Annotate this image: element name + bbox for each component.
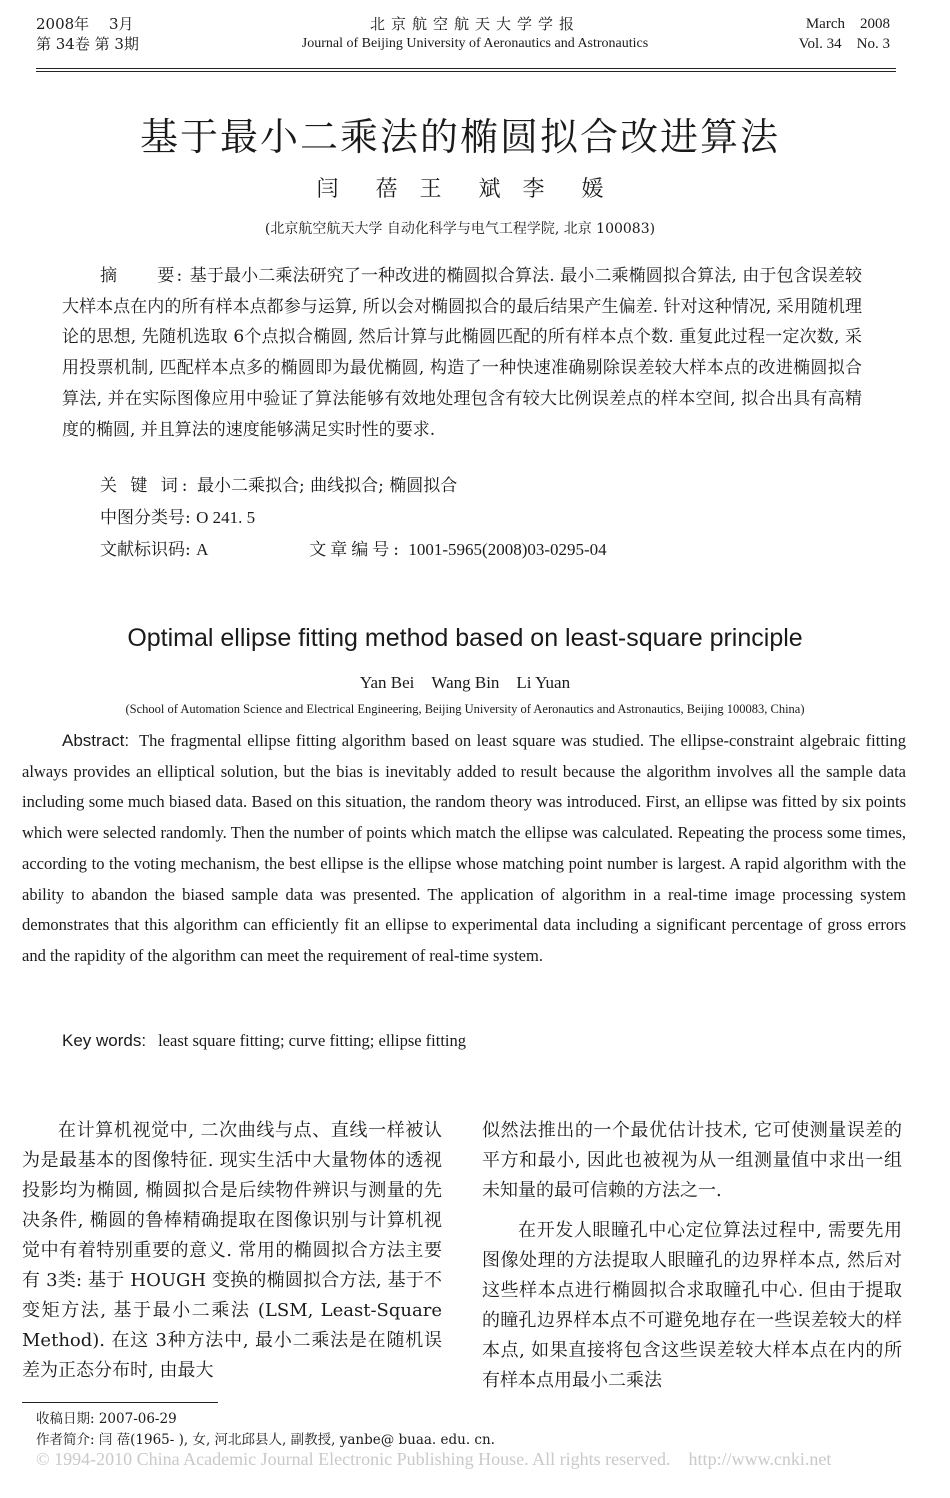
abstract-en-text: The fragmental ellipse fitting algorithm based on least square was studied. The ellipse-constraint algebraic fitting always provides an elliptical solution, but the bias is inevitably added to result because the algorithm involves all the sample data including some much biased data. Based on this situation, the random theory was introduced. First, an ellipse was fitted by six points which were selected randomly. Then the number of points which match the ellipse was calculated. Repeating the process some times, according to the voting mechanism, the best ellipse is the ellipse whose matching point number is largest. A rapid algorithm with the ability to abandon the biased sample data was presented. The application of algorithm in a real-time image processing system demonstrates that this algorithm can efficiently fit an ellipse to experimental data including a significant percentage of gross errors and the rapidity of the algorithm can meet the requirement of real-time system. [22, 731, 906, 965]
affiliation-cn: (北京航空航天大学 自动化科学与电气工程学院, 北京 100083) [264, 221, 656, 237]
authors-en: Yan Bei Wang Bin Li Yuan [359, 673, 571, 692]
keywords-en-label: Key words: [62, 1031, 147, 1050]
clc-value: O 241. 5 [196, 508, 256, 527]
article-number-label: 文章编号: [309, 540, 403, 560]
paper-title-cn: 基于最小二乘法的椭圆拟合改进算法 [139, 115, 780, 159]
keywords-en [62, 1026, 466, 1056]
document-code [100, 536, 607, 564]
keywords-cn [100, 472, 457, 500]
paper-title-en: Optimal ellipse fitting method based on least-square principle [127, 624, 803, 652]
header-rule [36, 68, 896, 69]
clc-label: 中图分类号: [100, 508, 191, 528]
footnote-author-bio: 作者简介: 闫 蓓(1965- ), 女, 河北邱县人, 副教授, yanbe@ buaa. edu. cn. [36, 1432, 495, 1448]
body-column-right [482, 1116, 902, 1396]
issue-date-en: March 2008 [805, 16, 890, 32]
footnote-rule [22, 1402, 218, 1403]
authors-cn: 闫 蓓 王 斌 李 媛 [316, 177, 604, 202]
abstract-en [22, 726, 906, 972]
abstract-cn-label: 摘 要: [100, 266, 185, 286]
body-column-left [22, 1116, 442, 1386]
keywords-en-text: least square fitting; curve fitting; ellipse fitting [158, 1031, 467, 1050]
volume-issue-en: Vol. 34 No. 3 [798, 36, 890, 52]
body-paragraph: 在开发人眼瞳孔中心定位算法过程中, 需要先用图像处理的方法提取人眼瞳孔的边界样本点, 然后对这些样本点进行椭圆拟合求取瞳孔中心. 但由于提取的瞳孔边界样本点不可避免地存在一些误差较大的样本点, 如果直接将包含这些误差较大样本点在内的所有样本点用最小二乘法 [482, 1220, 902, 1391]
journal-name-en: Journal of Beijing University of Aeronautics and Astronautics [301, 36, 649, 51]
body-paragraph: 在计算机视觉中, 二次曲线与点、直线一样被认为是最基本的图像特征. 现实生活中大量物体的透视投影均为椭圆, 椭圆拟合是后续物件辨识与测量的先决条件, 椭圆的鲁棒精确提取在图像识别与计算机视觉中有着特别重要的意义. 常用的椭圆拟合方法主要有 3类: 基于 HOUGH 变换的椭圆拟合方法, 基于不变矩方法, 基于最小二乘法 (LSM, Least-Square Method). 在这 3种方法中, 最小二乘法是在随机误差为正态分布时, 由最大 [22, 1120, 442, 1381]
abstract-en-label: Abstract: [62, 731, 130, 750]
journal-name [200, 14, 750, 54]
abstract-cn [62, 261, 862, 445]
volume-issue-cn: 第 34卷 第 3期 [36, 35, 139, 53]
journal-issue-info-en [799, 14, 890, 54]
abstract-cn-text: 基于最小二乘法研究了一种改进的椭圆拟合算法. 最小二乘椭圆拟合算法, 由于包含误差较大样本点在内的所有样本点都参与运算, 所以会对椭圆拟合的最后结果产生偏差. 针对这种情况, 采用随机理论的思想, 先随机选取 6个点拟合椭圆, 然后计算与此椭圆匹配的所有样本点个数. 重复此过程一定次数, 采用投票机制, 匹配样本点多的椭圆即为最优椭圆, 构造了一种快速准确剔除误差较大样本点的改进椭圆拟合算法, 并在实际图像应用中验证了算法能够有效地处理包含有较大比例误差点的样本空间, 拟合出具有高精度的椭圆, 并且算法的速度能够满足实时性的要求. [62, 266, 863, 440]
journal-issue-info [36, 14, 139, 54]
article-number-value: 1001-5965(2008)03-0295-04 [408, 540, 607, 559]
clc-number [100, 504, 255, 532]
footnote-received-date: 收稿日期: 2007-06-29 [36, 1411, 177, 1427]
keywords-cn-text: 最小二乘拟合; 曲线拟合; 椭圆拟合 [196, 476, 458, 496]
doc-code-value: A [196, 540, 209, 559]
affiliation-en: (School of Automation Science and Electrical Engineering, Beijing University of Aeronautics and Astronautics, Beijing 100083, China) [125, 702, 805, 716]
body-paragraph: 似然法推出的一个最优估计技术, 它可使测量误差的平方和最小, 因此也被视为从一组测量值中求出一组未知量的最可信赖的方法之一. [482, 1120, 902, 1201]
header-rule-secondary [36, 71, 896, 72]
issue-date-cn: 2008年 3月 [36, 15, 134, 33]
keywords-cn-label: 关 键 词: [100, 476, 192, 496]
journal-name-cn: 北京航空航天大学学报 [369, 15, 580, 33]
doc-code-label: 文献标识码: [100, 540, 191, 560]
copyright-watermark: © 1994-2010 China Academic Journal Electronic Publishing House. All rights reserved. http://www.cnki.net [36, 1449, 832, 1469]
